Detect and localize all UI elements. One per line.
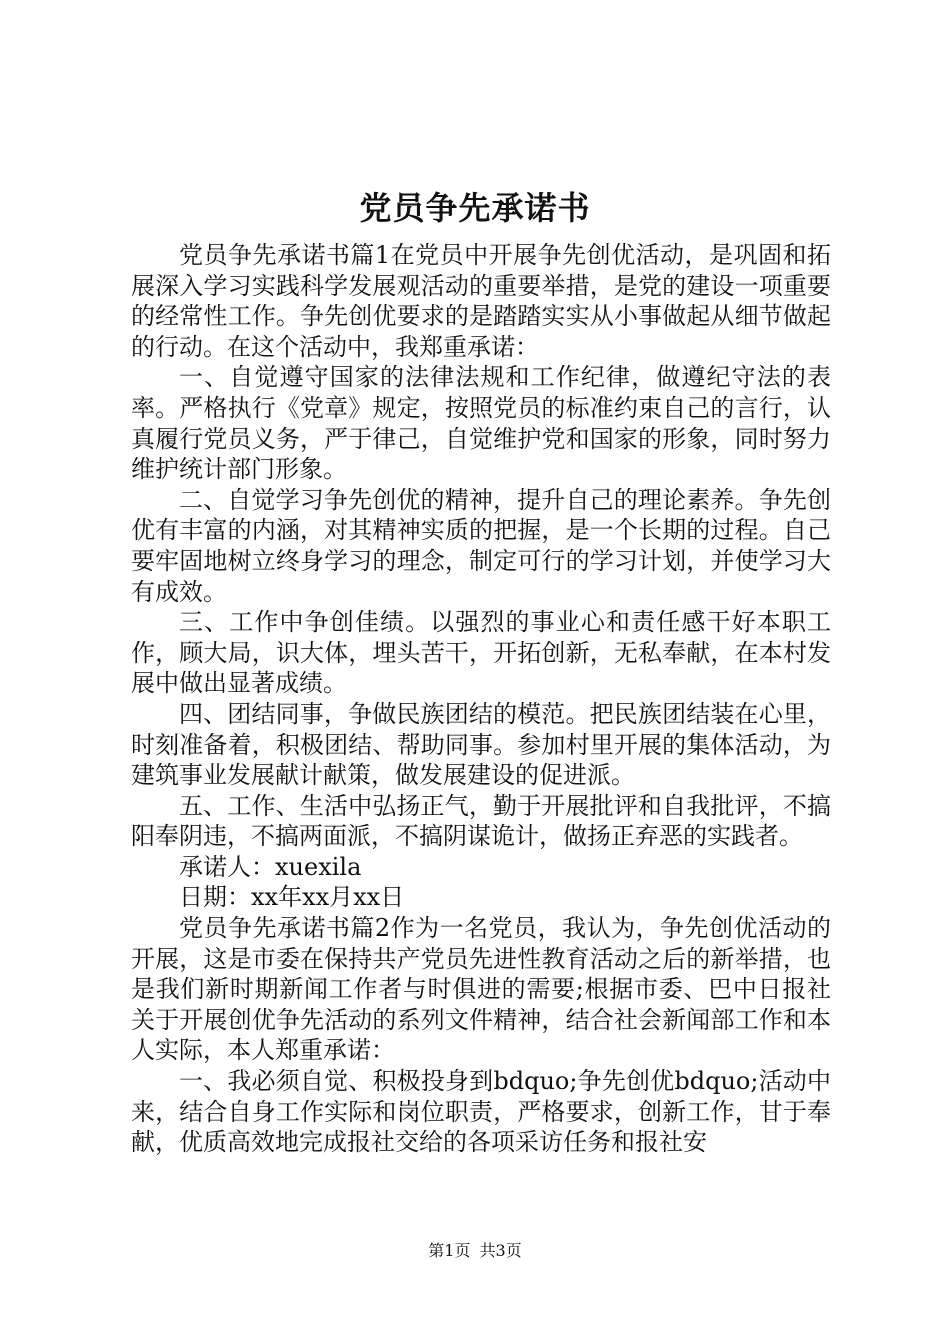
page-total: 共3页 xyxy=(479,1241,522,1260)
page-number: 第1页 xyxy=(428,1241,471,1260)
paragraph: 五、工作、生活中弘扬正气，勤于开展批评和自我批评，不搞阳奉阴违，不搞两面派，不搞阴谋诡计，做扬正弃恶的实践者。 xyxy=(131,791,831,851)
paragraph: 一、自觉遵守国家的法律法规和工作纪律，做遵纪守法的表率。严格执行《党章》规定，按照党员的标准约束自己的言行，认真履行党员义务，严于律己，自觉维护党和国家的形象，同时努力维护统计部门形象。 xyxy=(131,363,831,484)
document-title: 党员争先承诺书 xyxy=(359,189,591,227)
paragraph: 二、自觉学习争先创优的精神，提升自己的理论素养。争先创优有丰富的内涵，对其精神实质的把握，是一个长期的过程。自己要牢固地树立终身学习的理念，制定可行的学习计划，并使学习大有成效。 xyxy=(131,485,831,606)
paragraph: 三、工作中争创佳绩。以强烈的事业心和责任感干好本职工作，顾大局，识大体，埋头苦干，开拓创新，无私奉献，在本村发展中做出显著成绩。 xyxy=(131,608,831,698)
paragraph: 一、我必须自觉、积极投身到bdquo;争先创优bdquo;活动中来，结合自身工作实际和岗位职责，严格要求，创新工作，甘于奉献，优质高效地完成报社交给的各项采访任务和报社安 xyxy=(131,1067,831,1157)
paragraph: 四、团结同事，争做民族团结的模范。把民族团结装在心里，时刻准备着，积极团结、帮助同事。参加村里开展的集体活动，为建筑事业发展献计献策，做发展建设的促进派。 xyxy=(131,699,831,790)
paragraph: 党员争先承诺书篇2作为一名党员，我认为，争先创优活动的开展，这是市委在保持共产党员先进性教育活动之后的新举措，也是我们新时期新闻工作者与时俱进的需要;根据市委、巴中日报社关于开展创优争先活动的系列文件精神，结合社会新闻部工作和本人实际，本人郑重承诺： xyxy=(131,914,831,1065)
page-footer xyxy=(0,1240,950,1262)
paragraph: 党员争先承诺书篇1在党员中开展争先创优活动，是巩固和拓展深入学习实践科学发展观活动的重要举措，是党的建设一项重要的经常性工作。争先创优要求的是踏踏实实从小事做起从细节做起的行动。在这个活动中，我郑重承诺： xyxy=(131,241,831,361)
document-body xyxy=(131,240,831,1158)
date-line: 日期：xx年xx月xx日 xyxy=(179,883,405,912)
signatory-line: 承诺人：xuexila xyxy=(179,852,362,881)
